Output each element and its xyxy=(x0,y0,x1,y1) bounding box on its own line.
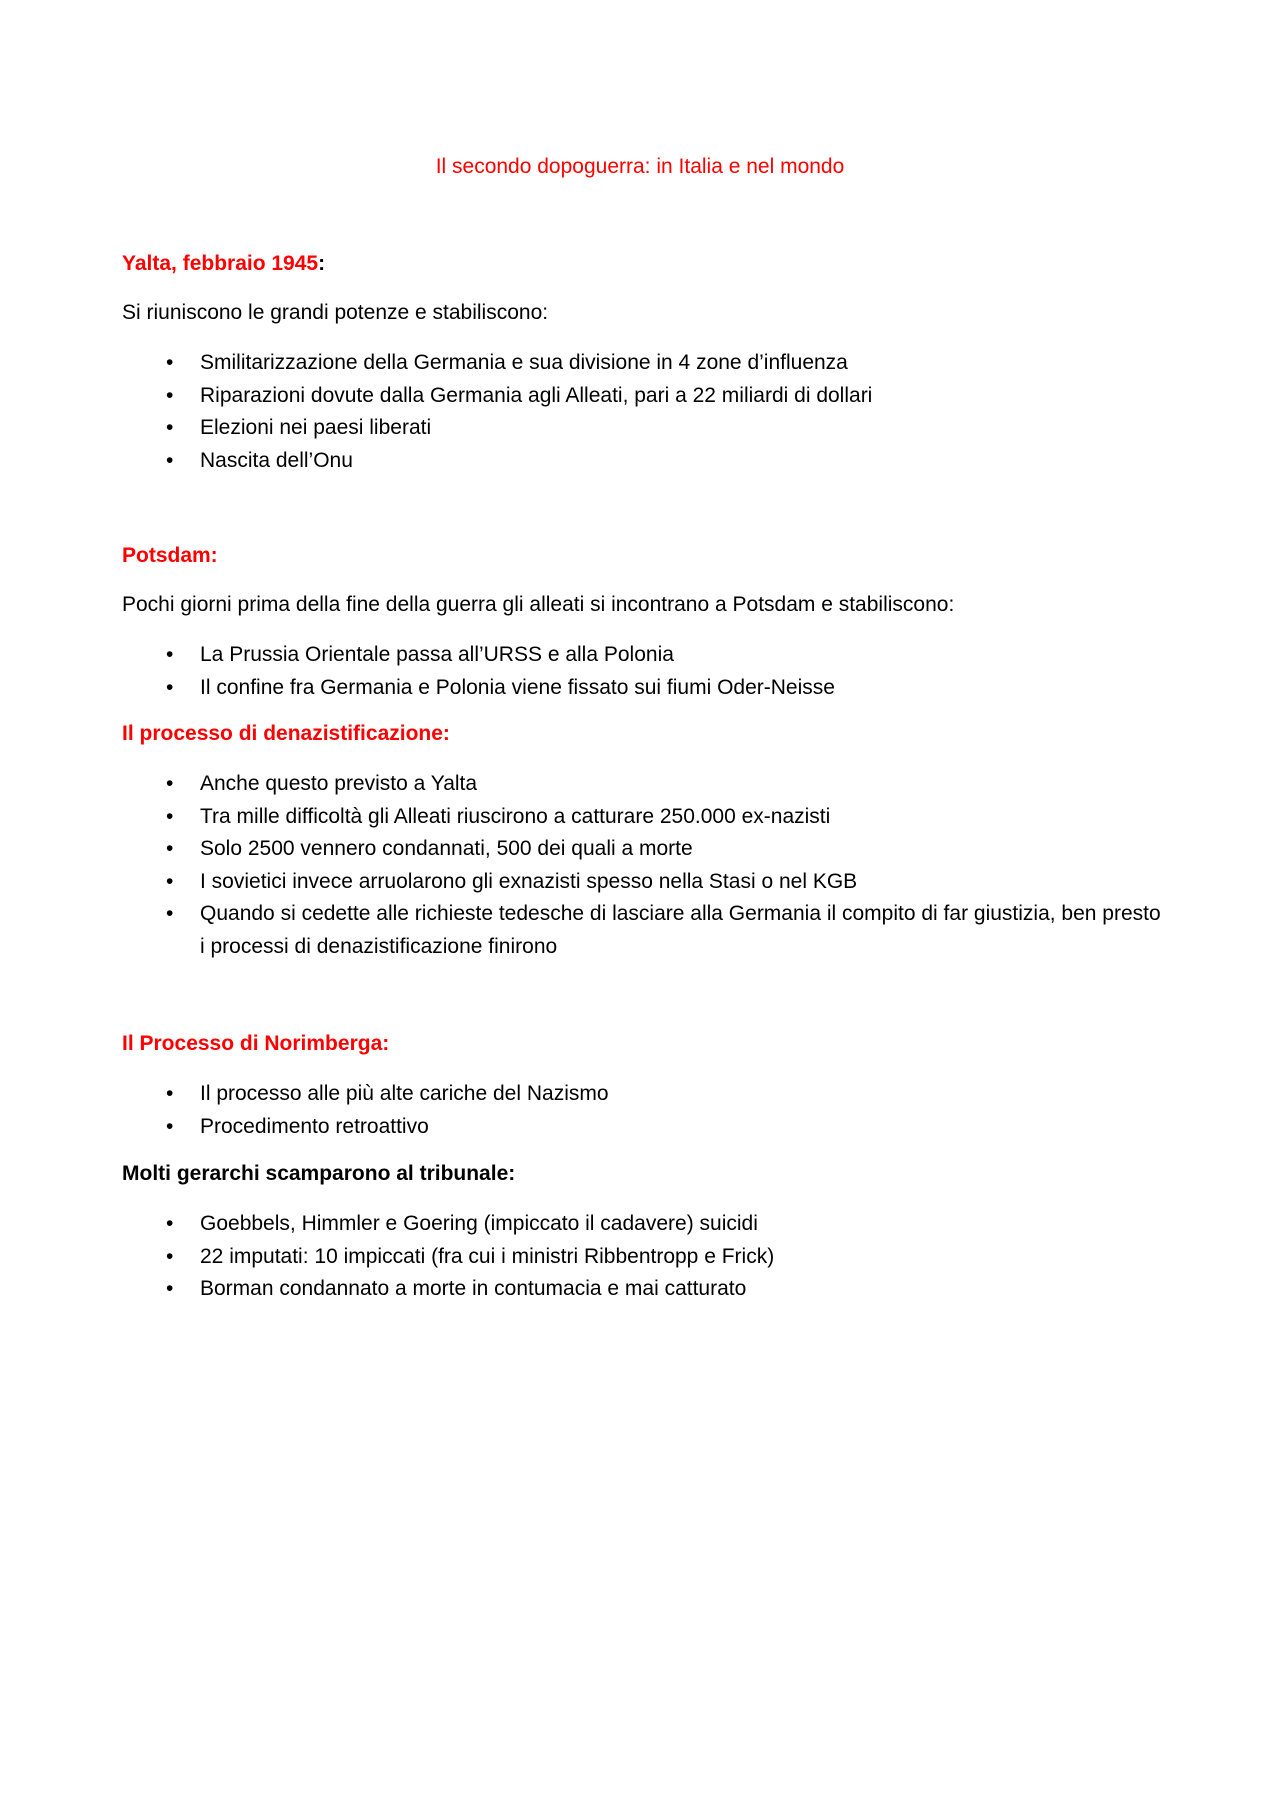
list-item: • Solo 2500 vennero condannati, 500 dei quali a morte xyxy=(122,833,1162,866)
list-item: • 22 imputati: 10 impiccati (fra cui i ministri Ribbentropp e Frick) xyxy=(122,1241,1162,1274)
bullet-icon: • xyxy=(166,675,174,699)
bullet-icon: • xyxy=(166,448,174,472)
bullet-icon: • xyxy=(166,1212,174,1235)
potsdam-intro: Pochi giorni prima della fine della guerra gli alleati si incontrano a Potsdam e stabiliscono: xyxy=(122,593,955,616)
bullet-icon: • xyxy=(166,869,174,893)
bullet-icon: • xyxy=(166,804,174,828)
list-item: • Anche questo previsto a Yalta xyxy=(122,768,1162,801)
list-item: • Smilitarizzazione della Germania e sua divisione in 4 zone d’influenza xyxy=(122,347,1162,380)
gerarchi-heading: Molti gerarchi scamparono al tribunale: xyxy=(122,1162,516,1185)
bullet-icon: • xyxy=(166,383,174,407)
yalta-heading-text: Yalta, febbraio 1945 xyxy=(122,252,319,275)
list-item: • La Prussia Orientale passa all’URSS e alla Polonia xyxy=(122,639,1162,672)
list-item: • Borman condannato a morte in contumacia e mai catturato xyxy=(122,1273,1162,1306)
norimberga-heading: Il Processo di Norimberga: xyxy=(122,1032,390,1055)
list-item: • Riparazioni dovute dalla Germania agli Alleati, pari a 22 miliardi di dollari xyxy=(122,380,1162,413)
bullet-icon: • xyxy=(166,902,174,925)
bullet-icon: • xyxy=(166,772,174,795)
list-item: • Il processo alle più alte cariche del Nazismo xyxy=(122,1078,1162,1111)
bullet-icon: • xyxy=(166,351,174,374)
document-title: Il secondo dopoguerra: in Italia e nel mondo xyxy=(435,155,845,178)
potsdam-heading: Potsdam: xyxy=(122,544,218,567)
yalta-heading-colon: : xyxy=(318,252,326,275)
yalta-list xyxy=(122,347,1162,477)
list-item: • Quando si cedette alle richieste tedesche di lasciare alla Germania il compito di far giustizia, ben presto i processi di denazistificazione finirono xyxy=(122,898,1162,963)
bullet-icon: • xyxy=(166,416,174,439)
bullet-icon: • xyxy=(166,1244,174,1268)
norimberga-list xyxy=(122,1078,1162,1143)
list-item: • Goebbels, Himmler e Goering (impiccato il cadavere) suicidi xyxy=(122,1208,1162,1241)
denazificazione-list xyxy=(122,768,1162,963)
list-item: • Nascita dell’Onu xyxy=(122,445,1162,478)
list-item: • Tra mille difficoltà gli Alleati riuscirono a catturare 250.000 ex-nazisti xyxy=(122,801,1162,834)
list-item: • Elezioni nei paesi liberati xyxy=(122,412,1162,445)
gerarchi-list xyxy=(122,1208,1162,1306)
bullet-icon: • xyxy=(166,1277,174,1300)
yalta-heading xyxy=(122,250,325,278)
denazificazione-heading: Il processo di denazistificazione: xyxy=(122,722,450,745)
bullet-icon: • xyxy=(166,1082,174,1105)
bullet-icon: • xyxy=(166,1114,174,1138)
list-item: • Procedimento retroattivo xyxy=(122,1111,1162,1144)
bullet-icon: • xyxy=(166,643,174,666)
list-item: • I sovietici invece arruolarono gli exnazisti spesso nella Stasi o nel KGB xyxy=(122,866,1162,899)
list-item: • Il confine fra Germania e Polonia viene fissato sui fiumi Oder-Neisse xyxy=(122,672,1162,705)
yalta-intro: Si riuniscono le grandi potenze e stabiliscono: xyxy=(122,301,549,324)
bullet-icon: • xyxy=(166,837,174,860)
potsdam-list xyxy=(122,639,1162,704)
